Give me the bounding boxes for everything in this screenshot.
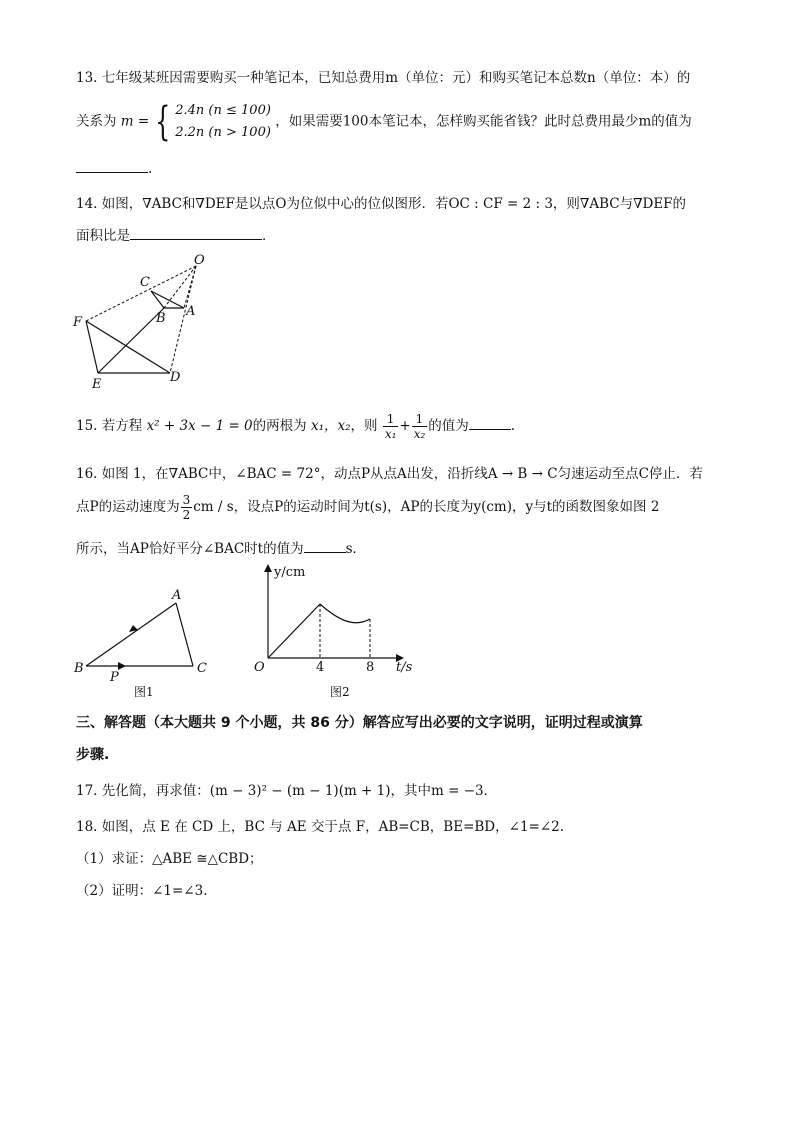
fig1-label-P: P bbox=[110, 670, 119, 685]
q15-plus: + bbox=[399, 418, 411, 434]
q13-m-eq: m = bbox=[120, 113, 150, 130]
q15-mid: 的两根为 bbox=[252, 418, 307, 434]
section3-heading-cont: 步骤. bbox=[76, 747, 110, 763]
q15-suffix: 的值为 bbox=[428, 418, 469, 434]
q14-line2 bbox=[76, 224, 276, 244]
q15-frac1: $\frac{1}{\text{x₁}}$ bbox=[384, 412, 397, 441]
q15-equation: x² + 3x − 1 = 0 bbox=[146, 418, 253, 434]
q16-line1: 16. 如图 1，在∇ABC中，∠BAC = 72°，动点P从点A出发，沿折线A → B → C匀速运动至点C停止．若 bbox=[76, 466, 703, 482]
q18-part1: （1）求证：△ABE ≅△CBD； bbox=[76, 851, 263, 867]
section3-heading: 三、解答题（本大题共 9 个小题，共 86 分）解答应写出必要的文字说明，证明过程或演算 bbox=[76, 715, 643, 731]
q17-text: 17. 先化简，再求值：(m − 3)² − (m − 1)(m + 1)，其中m = −3． bbox=[76, 783, 498, 799]
q16-line3-prefix: 所示，当AP恰好平分∠BAC时t的值为 bbox=[76, 541, 304, 557]
q16-answer-blank[interactable] bbox=[304, 540, 346, 553]
fig2-line-segment bbox=[268, 604, 320, 658]
q16-line2 bbox=[76, 493, 659, 522]
fig2-xlabel: t/s bbox=[396, 660, 413, 675]
fig1-seg-BA bbox=[86, 603, 176, 666]
q15-answer-blank[interactable] bbox=[469, 417, 511, 430]
q14-label-O: O bbox=[194, 253, 205, 268]
q16-speed-frac: $\frac{3}{2}$ bbox=[182, 493, 191, 522]
fig2-ylabel: y/cm bbox=[274, 565, 306, 580]
q14-line1: 14. 如图，∇ABC和∇DEF是以点O为位似中心的位似图形．若OC : CF = 2 : 3，则∇ABC与∇DEF的 bbox=[76, 196, 687, 212]
q15-end: . bbox=[510, 418, 516, 434]
fig2-y-arrow bbox=[264, 564, 272, 572]
q14-label-A: A bbox=[186, 304, 196, 319]
fig1-seg-AC bbox=[176, 603, 193, 666]
q14-seg-FD bbox=[86, 321, 170, 373]
q15-roots: x₁，x₂ bbox=[310, 418, 351, 434]
q13-answer-blank[interactable] bbox=[76, 160, 148, 173]
fig1-caption: 图1 bbox=[134, 685, 154, 699]
q15-mid2: ，则 bbox=[350, 418, 378, 434]
q14-seg-CB bbox=[151, 291, 164, 308]
q16-line3 bbox=[76, 537, 366, 557]
fig1-arrow-BC bbox=[118, 662, 126, 670]
q14-answer-blank[interactable] bbox=[130, 227, 262, 240]
q15-frac2: $\frac{1}{\text{x₂}}$ bbox=[413, 412, 426, 441]
q13-case2: 2.2n (n > 100) bbox=[175, 125, 271, 140]
q16-line2-suffix: cm / s，设点P的运动时间为t(s)，AP的长度为y(cm)，y与t的函数图象如图 2 bbox=[193, 499, 660, 515]
q14-prefix: 面积比是 bbox=[76, 228, 130, 244]
q14-ray-OA bbox=[184, 266, 196, 308]
q14-label-B: B bbox=[156, 311, 166, 326]
q14-label-F: F bbox=[73, 315, 83, 330]
q14-label-E: E bbox=[92, 377, 102, 392]
q13-prefix: 关系为 bbox=[76, 113, 117, 130]
q14-seg-CA bbox=[151, 291, 184, 308]
fig2-tick-8: 8 bbox=[366, 660, 375, 675]
q18-part2: （2）证明：∠1=∠3. bbox=[76, 883, 208, 899]
q13-case1: 2.4n (n ≤ 100) bbox=[175, 103, 271, 118]
q16-prefix: 点P的运动速度为 bbox=[76, 499, 180, 515]
q18-line1: 18. 如图，点 E 在 CD 上，BC 与 AE 交于点 F，AB=CB，BE=BD，∠1=∠2. bbox=[76, 819, 565, 835]
q13-suffix: ，如果需要100本笔记本，怎样购买能省钱？此时总费用最少m的值为 bbox=[275, 113, 692, 130]
q13-line3 bbox=[76, 160, 152, 177]
q16-line3-suffix: s． bbox=[345, 541, 367, 557]
q13-brace: { bbox=[154, 99, 170, 145]
q13-line2 bbox=[76, 100, 692, 144]
fig1-label-C: C bbox=[197, 661, 207, 676]
q14-figure bbox=[60, 248, 230, 393]
fig2-tick-4: 4 bbox=[316, 660, 325, 675]
q14-label-C: C bbox=[140, 275, 150, 290]
q13-cases bbox=[175, 100, 271, 144]
fig1-label-A: A bbox=[172, 588, 182, 603]
fig2-curve bbox=[320, 604, 370, 623]
q14-seg-FE bbox=[86, 321, 98, 373]
q15-prefix: 15. 若方程 bbox=[76, 418, 143, 434]
fig2-origin: O bbox=[254, 660, 265, 675]
fig2-caption: 图2 bbox=[330, 685, 350, 699]
q14-label-D: D bbox=[170, 370, 181, 385]
q16-figure1 bbox=[66, 584, 226, 702]
q14-end: ． bbox=[262, 228, 276, 244]
q16-figure2 bbox=[248, 562, 428, 702]
q13-end: . bbox=[148, 161, 153, 177]
q14-ray-OD bbox=[170, 266, 196, 373]
q13-line1: 13. 七年级某班因需要购买一种笔记本，已知总费用m（单位：元）和购买笔记本总数n（单位：本）的 bbox=[76, 70, 691, 86]
fig1-label-B: B bbox=[74, 661, 84, 676]
q15-line bbox=[76, 412, 515, 441]
